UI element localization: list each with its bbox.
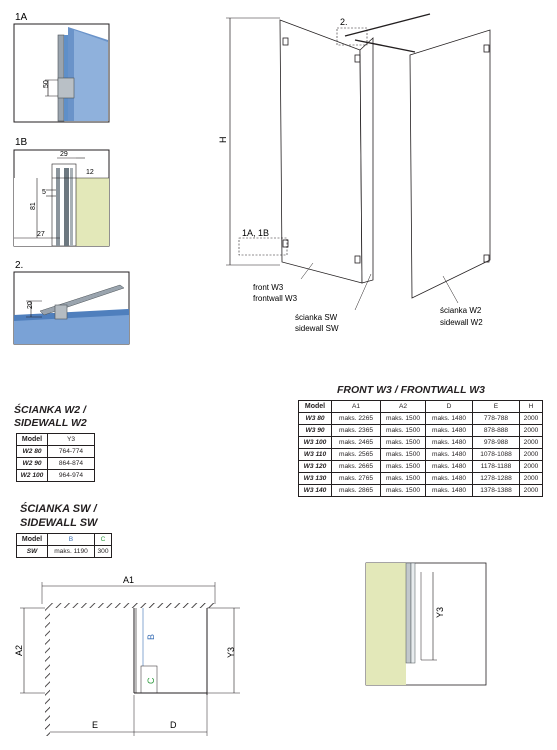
plan-wall-left [45, 608, 50, 736]
col-a2: A2 [381, 401, 426, 413]
sw-table-title-1: ŚCIANKA SW / [20, 503, 97, 515]
table-row: W2 100 964-974 [17, 470, 95, 482]
dim-81: 81 [30, 202, 37, 210]
table-row: W2 80 764-774 [17, 446, 95, 458]
front-table [298, 400, 543, 497]
w2-label-2: sidewall W2 [440, 318, 483, 327]
detail-1a [0, 0, 140, 130]
plan-c-label: C [146, 677, 156, 684]
callout-1a1b-label: 1A, 1B [242, 228, 270, 238]
sidewall-sw-label-2: sidewall SW [295, 324, 339, 333]
w2-table [16, 433, 95, 482]
dim-h-label: H [218, 136, 228, 143]
plan-e-label: E [92, 720, 99, 730]
sidewall-w2-panel [410, 30, 490, 298]
col-a1: A1 [332, 401, 381, 413]
col-d: D [426, 401, 473, 413]
w2-table-title-2: SIDEWALL W2 [14, 417, 87, 429]
table-row: W3 130 maks. 2765 maks. 1500 maks. 1480 1278-1288 2000 [299, 473, 543, 485]
callout-2-label: 2. [340, 17, 348, 27]
plan-a1-label: A1 [123, 575, 135, 585]
dim-20: 20 [27, 301, 34, 309]
w2-table-title-1: ŚCIANKA W2 / [14, 404, 86, 416]
plan-a2-label: A2 [14, 644, 24, 656]
table-row: W3 120 maks. 2665 maks. 1500 maks. 1480 1178-1188 2000 [299, 461, 543, 473]
table-row: W3 80 maks. 2265 maks. 1500 maks. 1480 778-788 2000 [299, 413, 543, 425]
detail-2 [0, 255, 140, 350]
dim-27: 27 [37, 231, 45, 238]
detail-1a-box [14, 24, 109, 122]
plan-d-label: D [170, 720, 177, 730]
col-y3: Y3 [48, 434, 95, 446]
wall-panel [366, 563, 406, 685]
plan-y3-label: Y3 [226, 646, 236, 658]
front-w3-label-1: front W3 [253, 283, 284, 292]
table-row: W3 100 maks. 2465 maks. 1500 maks. 1480 978-988 2000 [299, 437, 543, 449]
detail-1b-box [14, 150, 109, 246]
front-table-title: FRONT W3 / FRONTWALL W3 [337, 384, 485, 396]
table-row: W3 110 maks. 2565 maks. 1500 maks. 1480 1078-1088 2000 [299, 449, 543, 461]
sidewall-sw-panel [360, 38, 373, 283]
wall-y3-label: Y3 [435, 606, 445, 618]
col-b: B [48, 534, 95, 546]
wall-y3-detail [365, 562, 490, 688]
table-row: W2 90 864-874 [17, 458, 95, 470]
table-row: W3 140 maks. 2865 maks. 1500 maks. 1480 1378-1388 2000 [299, 485, 543, 497]
col-e: E [473, 401, 520, 413]
plan-b-label: B [146, 633, 156, 640]
front-w3-label-2: frontwall W3 [253, 294, 298, 303]
support-bar [345, 14, 430, 52]
plan-view [0, 570, 250, 750]
col-h: H [520, 401, 543, 413]
col-model: Model [299, 401, 332, 413]
plan-wall-top [45, 603, 215, 608]
front-w3-panel [280, 20, 362, 283]
table-row: SW maks. 1190 300 [17, 546, 112, 558]
enclosure-3d-view [200, 0, 530, 345]
detail-2-label: 2. [15, 260, 24, 271]
detail-1b [0, 128, 140, 253]
table-row: W3 90 maks. 2365 maks. 1500 maks. 1480 878-888 2000 [299, 425, 543, 437]
col-c: C [95, 534, 112, 546]
dim-12: 12 [86, 169, 94, 176]
w2-table-header [17, 434, 95, 446]
front-table-header [299, 401, 543, 413]
detail-1a-label: 1A [15, 12, 28, 23]
sw-table-header [17, 534, 112, 546]
dim-50: 50 [43, 80, 50, 88]
sidewall-sw-label-1: ścianka SW [295, 313, 338, 322]
dim-29: 29 [60, 151, 68, 158]
dim-5: 5 [42, 189, 46, 196]
col-model: Model [17, 434, 48, 446]
callout-2-box [337, 28, 367, 45]
w2-label-1: ścianka W2 [440, 306, 482, 315]
sw-table [16, 533, 112, 558]
detail-1b-label: 1B [15, 137, 28, 148]
callout-1a1b-box [239, 238, 287, 255]
sw-table-title-2: SIDEWALL SW [20, 517, 98, 529]
col-model: Model [17, 534, 48, 546]
